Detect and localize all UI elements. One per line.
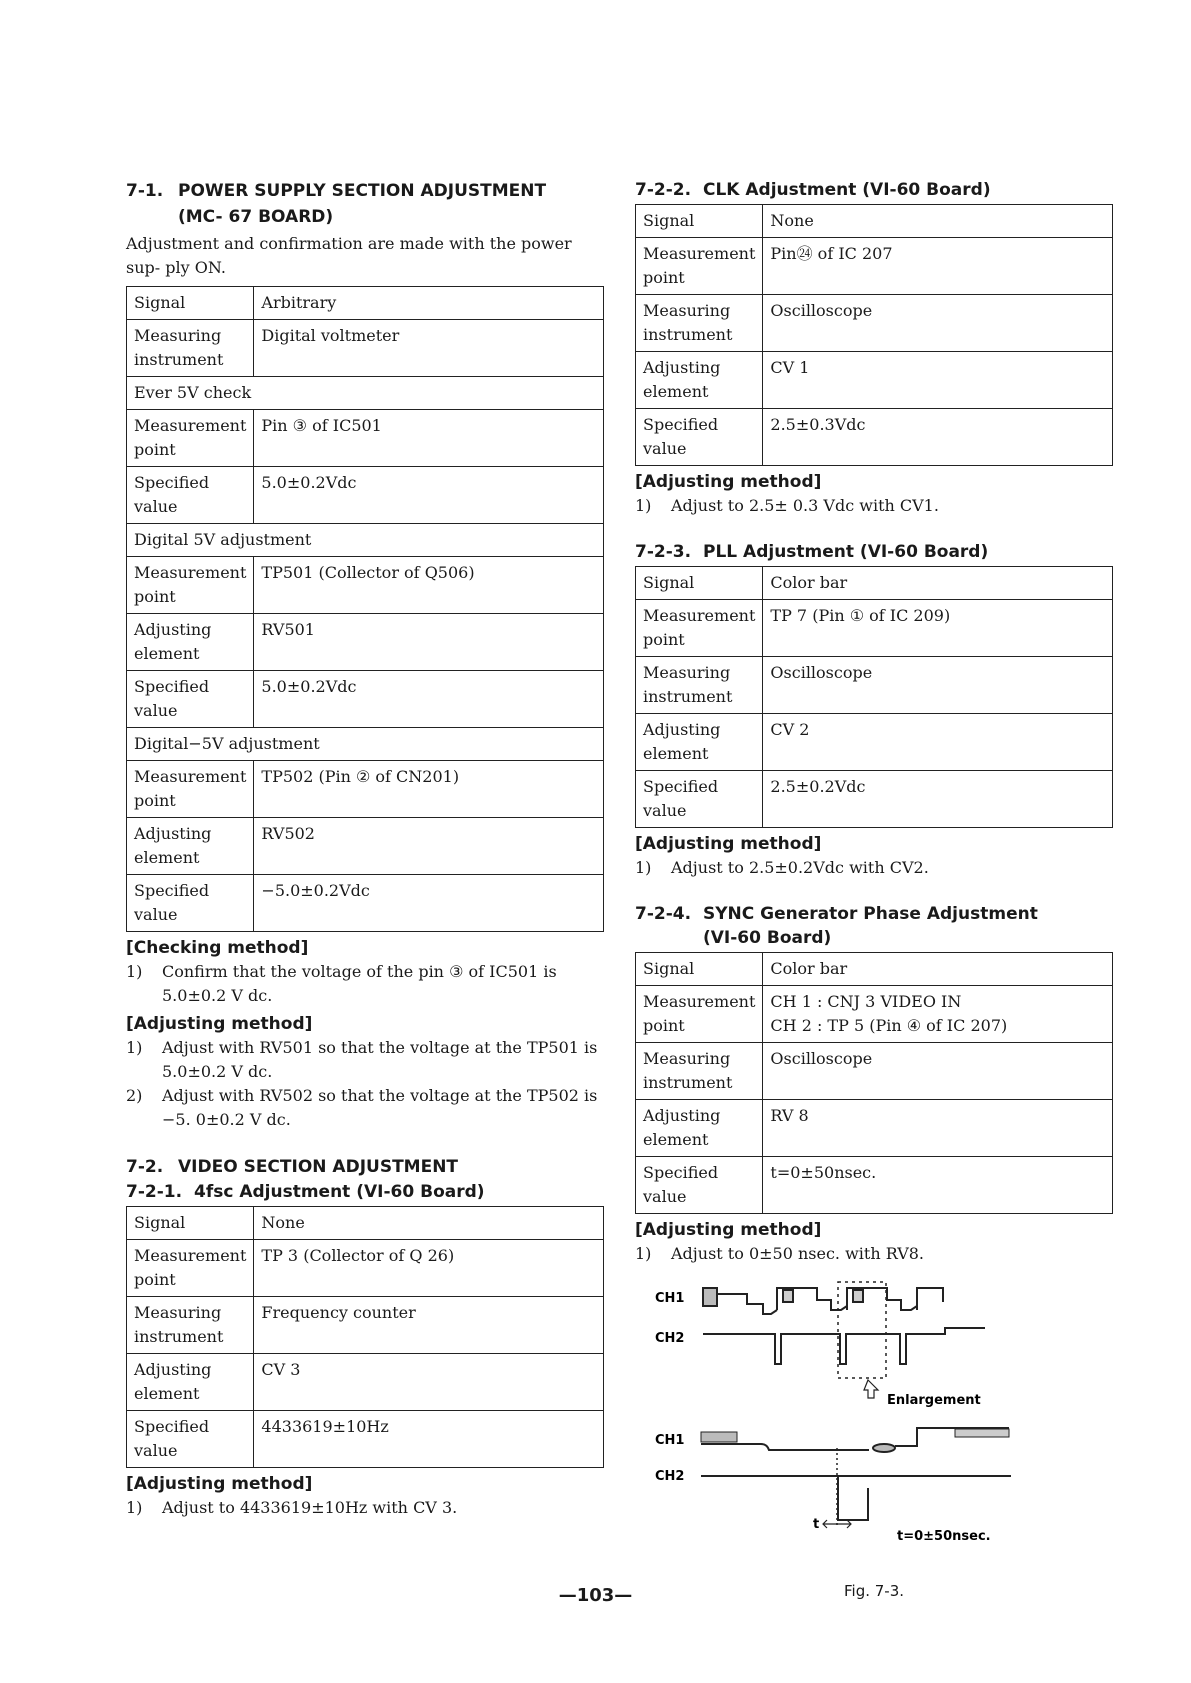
section-number: 7-2-4.: [635, 904, 692, 924]
fsc-table: [126, 1206, 604, 1468]
row-label: Signal: [127, 1207, 254, 1240]
waveform-diagram: [655, 1280, 1035, 1550]
row-value: Color bar: [763, 953, 1113, 986]
section-title: CLK Adjustment (VI-60 Board): [703, 180, 991, 200]
section-number: 7-2-3.: [635, 542, 692, 562]
adjusting-method-heading: [Adjusting method]: [635, 834, 822, 854]
section-7-1-heading: [126, 178, 604, 230]
table-row: [127, 1207, 604, 1240]
section-title-continued: (MC- 67 BOARD): [178, 207, 334, 227]
table-row: [127, 761, 604, 818]
row-label: Measuring instrument: [127, 320, 254, 377]
pll-table: [635, 566, 1113, 828]
row-value: Frequency counter: [254, 1297, 604, 1354]
sync-table: [635, 952, 1113, 1214]
section-7-2-2-heading: [635, 178, 1113, 202]
section-number: 7-2-2.: [635, 180, 692, 200]
row-label: Measurement point: [636, 986, 763, 1043]
row-value: RV502: [254, 818, 604, 875]
table-row: [636, 352, 1113, 409]
list-item: [635, 1242, 1113, 1266]
table-row: [636, 567, 1113, 600]
row-label: Signal: [127, 287, 254, 320]
row-value: t=0±50nsec.: [763, 1157, 1113, 1214]
row-value: TP502 (Pin ② of CN201): [254, 761, 604, 818]
row-label: Measurement point: [127, 410, 254, 467]
step-number: 1): [635, 496, 652, 515]
row-label: Signal: [636, 567, 763, 600]
section-title: SYNC Generator Phase Adjustment: [703, 904, 1038, 924]
section-7-2-3-heading: [635, 540, 1113, 564]
row-value: Color bar: [763, 567, 1113, 600]
table-row: [127, 287, 604, 320]
row-label: Specified value: [127, 1411, 254, 1468]
section-title: PLL Adjustment (VI-60 Board): [703, 542, 989, 562]
row-label: Adjusting element: [127, 1354, 254, 1411]
row-value: CV 1: [763, 352, 1113, 409]
section-number: 7-2-1.: [126, 1182, 183, 1202]
table-row: [636, 205, 1113, 238]
step-text: Adjust with RV501 so that the voltage at the TP501 is 5.0±0.2 V dc.: [162, 1038, 598, 1081]
row-value-line: CH 2 : TP 5 (Pin ④ of IC 207): [770, 1016, 1008, 1035]
step-text: Adjust to 2.5± 0.3 Vdc with CV1.: [671, 496, 939, 515]
step-text: Adjust to 4433619±10Hz with CV 3.: [162, 1498, 458, 1517]
table-row: [636, 986, 1113, 1043]
step-number: 1): [635, 858, 652, 877]
row-value: TP501 (Collector of Q506): [254, 557, 604, 614]
adjusting-method-heading: [Adjusting method]: [635, 1220, 822, 1240]
row-value: Oscilloscope: [763, 1043, 1113, 1100]
section-number: 7-2.: [126, 1157, 164, 1177]
step-number: 1): [126, 962, 143, 981]
step-text: Adjust to 2.5±0.2Vdc with CV2.: [671, 858, 929, 877]
ch2-waveform: [703, 1328, 985, 1364]
row-value: None: [254, 1207, 604, 1240]
row-value: 5.0±0.2Vdc: [254, 467, 604, 524]
row-label: Measuring instrument: [636, 1043, 763, 1100]
table-row: [127, 671, 604, 728]
row-value: 2.5±0.3Vdc: [763, 409, 1113, 466]
list-item: [126, 1084, 604, 1132]
row-label: Measurement point: [127, 1240, 254, 1297]
row-label: Adjusting element: [636, 1100, 763, 1157]
ch1-label: CH1: [655, 1291, 685, 1306]
row-label: Measurement point: [127, 761, 254, 818]
table-row: [636, 409, 1113, 466]
row-label: Signal: [636, 953, 763, 986]
intro-paragraph: Adjustment and confirmation are made with the power sup- ply ON.: [126, 234, 572, 277]
row-value: 2.5±0.2Vdc: [763, 771, 1113, 828]
row-value: Oscilloscope: [763, 657, 1113, 714]
table-subheading: Ever 5V check: [127, 377, 604, 410]
ch1-waveform: [703, 1288, 943, 1314]
section-7-2-4-heading: [635, 902, 1113, 950]
row-value: Oscilloscope: [763, 295, 1113, 352]
table-row: [127, 614, 604, 671]
row-value: [763, 986, 1113, 1043]
table-row: [127, 557, 604, 614]
section-7-2-1-heading: [126, 1180, 604, 1204]
row-label: Adjusting element: [127, 614, 254, 671]
table-row: [127, 320, 604, 377]
row-value: Digital voltmeter: [254, 320, 604, 377]
table-row: [127, 467, 604, 524]
row-value: RV501: [254, 614, 604, 671]
step-number: 1): [126, 1038, 143, 1057]
step-number: 2): [126, 1086, 143, 1105]
table-row: [636, 1157, 1113, 1214]
section-title: POWER SUPPLY SECTION ADJUSTMENT: [178, 181, 547, 201]
list-item: [126, 960, 604, 1008]
row-label: Adjusting element: [127, 818, 254, 875]
t-arrow: [823, 1520, 851, 1528]
clk-table: [635, 204, 1113, 466]
page-number: —103—: [558, 1585, 633, 1606]
row-label: Measuring instrument: [636, 657, 763, 714]
table-row: [636, 1043, 1113, 1100]
adjusting-method-heading: [Adjusting method]: [126, 1014, 313, 1034]
table-section-row: [127, 728, 604, 761]
ch2-label: CH2: [655, 1331, 685, 1346]
table-row: [636, 953, 1113, 986]
row-label: Measurement point: [127, 557, 254, 614]
section-7-2-heading: [126, 1154, 604, 1180]
enlargement-arrow: [864, 1380, 878, 1398]
ch1-enlarged-label: CH1: [655, 1433, 685, 1448]
list-item: [635, 494, 1113, 518]
adjusting-method-heading: [Adjusting method]: [126, 1474, 313, 1494]
row-value: TP 7 (Pin ① of IC 209): [763, 600, 1113, 657]
table-row: [127, 1411, 604, 1468]
step-text: Adjust with RV502 so that the voltage at the TP502 is −5. 0±0.2 V dc.: [162, 1086, 598, 1129]
table-row: [127, 1297, 604, 1354]
row-value: 4433619±10Hz: [254, 1411, 604, 1468]
table-row: [636, 714, 1113, 771]
row-label: Measuring instrument: [636, 295, 763, 352]
step-text: Confirm that the voltage of the pin ③ of IC501 is 5.0±0.2 V dc.: [162, 962, 557, 1005]
table-row: [127, 410, 604, 467]
ch2-enlarged-label: CH2: [655, 1469, 685, 1484]
t-value-label: t=0±50nsec.: [897, 1529, 991, 1544]
list-item: [126, 1036, 604, 1084]
row-label: Adjusting element: [636, 714, 763, 771]
table-row: [636, 771, 1113, 828]
row-label: Adjusting element: [636, 352, 763, 409]
row-value: None: [763, 205, 1113, 238]
table-row: [636, 238, 1113, 295]
row-value: CV 2: [763, 714, 1113, 771]
ch2-enlarged-waveform: [701, 1476, 1011, 1520]
step-text: Adjust to 0±50 nsec. with RV8.: [671, 1244, 925, 1263]
row-label: Specified value: [127, 467, 254, 524]
step-number: 1): [126, 1498, 143, 1517]
row-value: TP 3 (Collector of Q 26): [254, 1240, 604, 1297]
row-label: Measurement point: [636, 600, 763, 657]
row-value: RV 8: [763, 1100, 1113, 1157]
enlargement-label: Enlargement: [887, 1393, 981, 1408]
table-row: [127, 818, 604, 875]
list-item: [635, 856, 1113, 880]
section-title-continued: (VI-60 Board): [703, 928, 832, 948]
row-value: CV 3: [254, 1354, 604, 1411]
row-label: Signal: [636, 205, 763, 238]
table-row: [636, 657, 1113, 714]
row-value: Pin㉔ of IC 207: [763, 238, 1113, 295]
left-column: [126, 178, 604, 1520]
row-value: 5.0±0.2Vdc: [254, 671, 604, 728]
table-section-row: [127, 377, 604, 410]
row-value-line: CH 1 : CNJ 3 VIDEO IN: [770, 992, 962, 1011]
row-label: Specified value: [636, 771, 763, 828]
table-section-row: [127, 524, 604, 557]
adjusting-method-heading: [Adjusting method]: [635, 472, 822, 492]
section-title: 4fsc Adjustment (VI-60 Board): [194, 1182, 485, 1202]
waveform-figure: [655, 1280, 1035, 1580]
row-value: −5.0±0.2Vdc: [254, 875, 604, 932]
section-title: VIDEO SECTION ADJUSTMENT: [178, 1157, 459, 1177]
table-row: [636, 295, 1113, 352]
figure-caption: Fig. 7-3.: [843, 1582, 905, 1600]
list-item: [126, 1496, 604, 1520]
table-subheading: Digital−5V adjustment: [127, 728, 604, 761]
section-number: 7-1.: [126, 181, 164, 201]
table-row: [127, 1354, 604, 1411]
row-label: Specified value: [636, 409, 763, 466]
row-label: Specified value: [127, 671, 254, 728]
row-value: Arbitrary: [254, 287, 604, 320]
row-label: Specified value: [636, 1157, 763, 1214]
row-label: Specified value: [127, 875, 254, 932]
step-number: 1): [635, 1244, 652, 1263]
t-label: t: [813, 1517, 820, 1532]
ch1-enlarged-waveform: [701, 1428, 1009, 1452]
table-subheading: Digital 5V adjustment: [127, 524, 604, 557]
table-row: [636, 600, 1113, 657]
table-row: [127, 1240, 604, 1297]
power-supply-table: [126, 286, 604, 932]
table-row: [127, 875, 604, 932]
row-value: Pin ③ of IC501: [254, 410, 604, 467]
checking-method-heading: [Checking method]: [126, 938, 309, 958]
row-label: Measuring instrument: [127, 1297, 254, 1354]
right-column: [635, 178, 1113, 1600]
row-label: Measurement point: [636, 238, 763, 295]
table-row: [636, 1100, 1113, 1157]
